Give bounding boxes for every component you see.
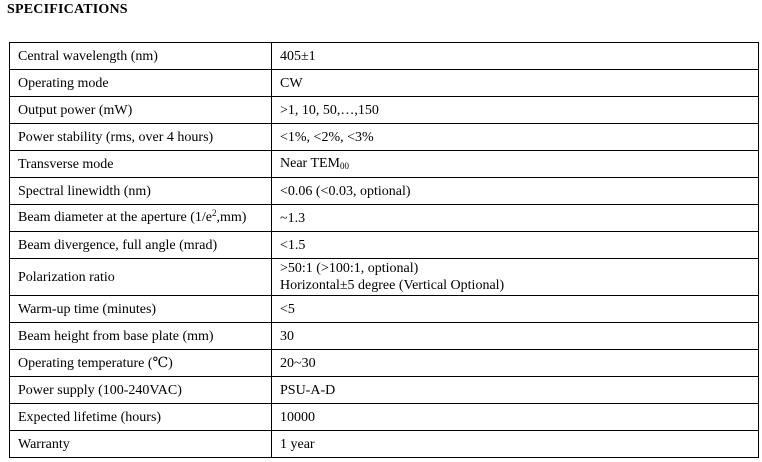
- param-superscript: 2: [211, 208, 217, 218]
- value-text: Near TEM: [280, 156, 340, 171]
- param-text: Beam diameter at the aperture (1/e: [18, 210, 212, 225]
- value-cell: 20~30: [272, 350, 759, 377]
- table-row: [10, 124, 759, 151]
- table-row: [10, 43, 759, 70]
- value-cell: <5: [272, 296, 759, 323]
- value-cell: [272, 151, 759, 178]
- param-cell: Central wavelength (nm): [10, 43, 272, 70]
- param-cell: Spectral linewidth (nm): [10, 178, 272, 205]
- param-cell: Warranty: [10, 431, 272, 458]
- param-cell: Power stability (rms, over 4 hours): [10, 124, 272, 151]
- param-cell: Polarization ratio: [10, 259, 272, 296]
- value-cell: <0.06 (<0.03, optional): [272, 178, 759, 205]
- table-row: [10, 404, 759, 431]
- param-text-end: ,mm): [216, 210, 247, 225]
- param-cell: Warm-up time (minutes): [10, 296, 272, 323]
- param-cell: Operating mode: [10, 70, 272, 97]
- table-row: [10, 151, 759, 178]
- value-subscript: 00: [340, 161, 349, 171]
- value-cell: [272, 259, 759, 296]
- value-cell: ~1.3: [272, 205, 759, 232]
- page-title: SPECIFICATIONS: [7, 2, 128, 17]
- value-cell: PSU-A-D: [272, 377, 759, 404]
- param-cell: Beam height from base plate (mm): [10, 323, 272, 350]
- specifications-table: [9, 42, 759, 458]
- table-row: [10, 205, 759, 232]
- param-cell: Power supply (100-240VAC): [10, 377, 272, 404]
- table-row: [10, 97, 759, 124]
- param-cell: Transverse mode: [10, 151, 272, 178]
- param-cell: Operating temperature (℃): [10, 350, 272, 377]
- table-row: [10, 323, 759, 350]
- value-cell: 10000: [272, 404, 759, 431]
- table-row: [10, 296, 759, 323]
- value-line-1: >50:1 (>100:1, optional): [280, 261, 419, 276]
- value-cell: 30: [272, 323, 759, 350]
- param-cell: Beam divergence, full angle (mrad): [10, 232, 272, 259]
- value-line-2: Horizontal±5 degree (Vertical Optional): [280, 278, 505, 293]
- value-cell: CW: [272, 70, 759, 97]
- table-row: [10, 178, 759, 205]
- value-cell: <1%, <2%, <3%: [272, 124, 759, 151]
- param-cell: Output power (mW): [10, 97, 272, 124]
- value-cell: 1 year: [272, 431, 759, 458]
- param-cell: [10, 205, 272, 232]
- value-cell: <1.5: [272, 232, 759, 259]
- table-row: [10, 350, 759, 377]
- table-row: [10, 232, 759, 259]
- table-row: [10, 259, 759, 296]
- value-cell: >1, 10, 50,…,150: [272, 97, 759, 124]
- table-row: [10, 431, 759, 458]
- value-cell: 405±1: [272, 43, 759, 70]
- table-row: [10, 70, 759, 97]
- table-row: [10, 377, 759, 404]
- param-cell: Expected lifetime (hours): [10, 404, 272, 431]
